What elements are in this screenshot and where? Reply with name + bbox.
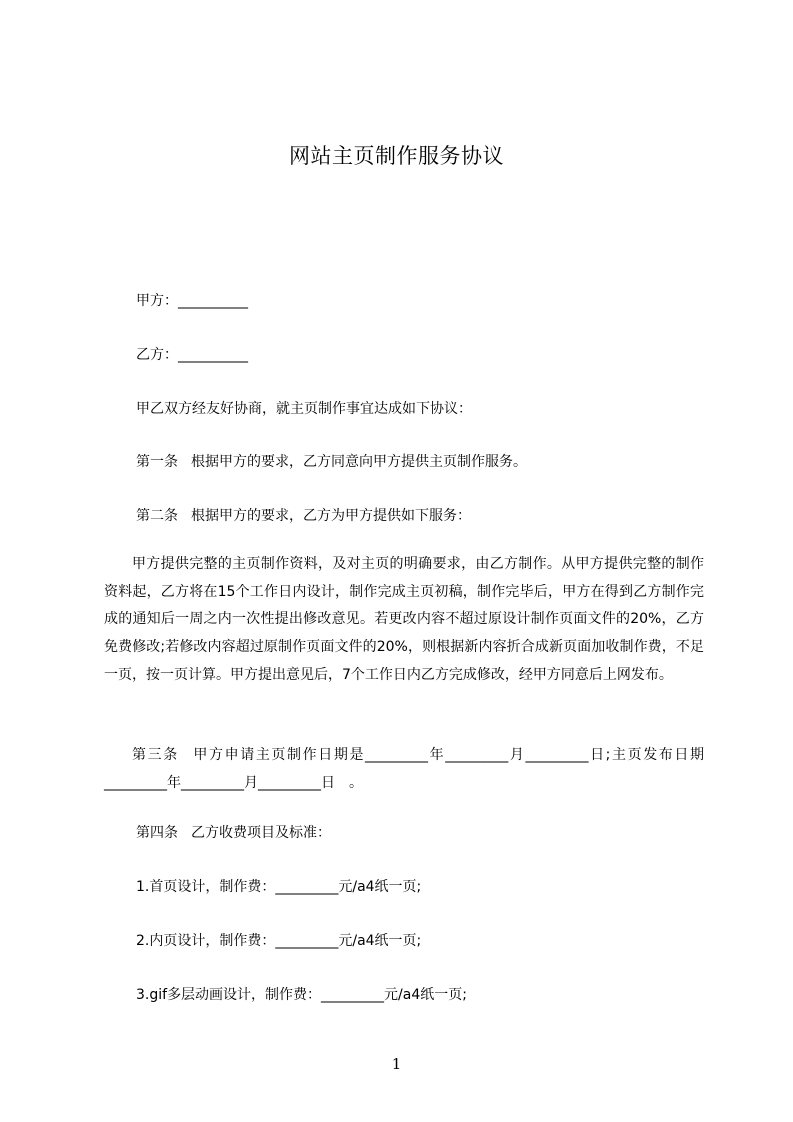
article-3 <box>104 741 704 797</box>
intro-line: 甲乙双方经友好协商，就主页制作事宜达成如下协议： <box>136 401 472 417</box>
fee-item: 3.gif多层动画设计，制作费：_________元/a4纸一页; <box>136 987 467 1003</box>
service-paragraph: 甲方提供完整的主页制作资料，及对主页的明确要求，由乙方制作。从甲方提供完整的制作资料起，乙方将在15个工作日内设计，制作完成主页初稿，制作完毕后，甲方在得到乙方制作完成的通知后一周之内一次性提出修改意见。若更改内容不超过原设计制作页面文件的20%，乙方免费修改;若修改内容超过原制作页面文件的20%，则根据新内容折合成新页面加收制作费，不足一页，按一页计算。甲方提出意见后，7个工作日内乙方完成修改，经甲方同意后上网发布。 <box>104 556 704 683</box>
article-2-text: 根据甲方的要求，乙方为甲方提供如下服务： <box>191 508 471 524</box>
fee-item: 2.内页设计，制作费：_________元/a4纸一页; <box>136 933 422 949</box>
fee-item: 1.首页设计，制作费：_________元/a4纸一页; <box>136 879 422 895</box>
article-2-label: 第二条 <box>136 508 178 524</box>
article-1 <box>136 452 527 472</box>
party-b-line: 乙方：__________ <box>136 347 248 363</box>
article-3-text: 甲方申请主页制作日期是_________年_________月_________日;主页发布日期_________年_________月_________日 。 <box>104 747 705 791</box>
article-4 <box>136 823 331 843</box>
document-title: 网站主页制作服务协议 <box>289 144 504 168</box>
article-3-label: 第三条 <box>132 747 179 763</box>
article-1-label: 第一条 <box>136 454 178 470</box>
article-4-label: 第四条 <box>136 825 178 841</box>
page-number: 1 <box>391 1055 402 1073</box>
article-2 <box>136 506 471 526</box>
party-a-line: 甲方：__________ <box>136 293 248 309</box>
article-4-text: 乙方收费项目及标准： <box>191 825 331 841</box>
article-1-text: 根据甲方的要求，乙方同意向甲方提供主页制作服务。 <box>191 454 527 470</box>
